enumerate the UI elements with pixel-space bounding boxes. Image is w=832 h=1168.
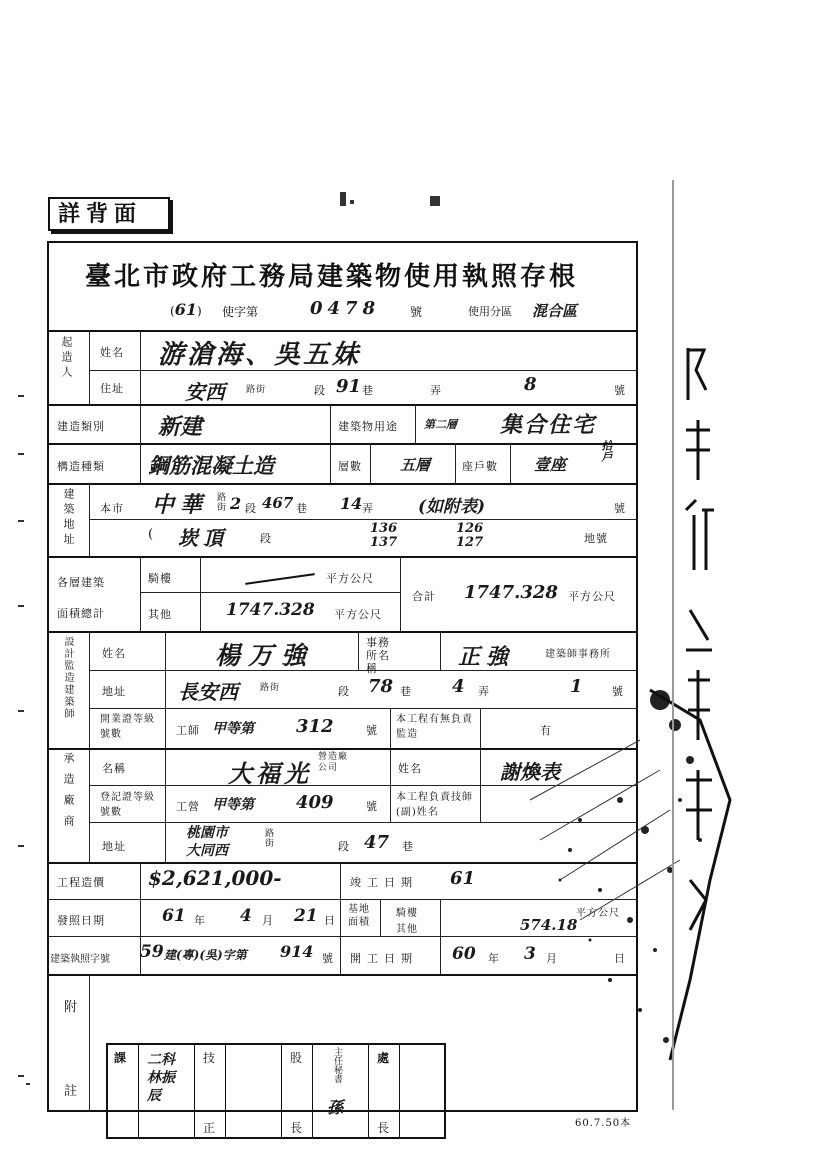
other-unit: 平方公尺 bbox=[334, 608, 382, 621]
contractor-tech-label: 本工程負責技師(副)姓名 bbox=[396, 792, 473, 818]
contractor-addr-road: 大同西 bbox=[186, 843, 228, 859]
structure-value: 鋼筋混凝土造 bbox=[148, 453, 274, 478]
issue-y: 年 bbox=[194, 914, 206, 927]
use-label: 建築物用途 bbox=[338, 420, 398, 433]
footer-code: 60.7.50本 bbox=[575, 1118, 632, 1129]
designer-cert-prefix: 工師 bbox=[176, 724, 200, 737]
site-area-label: 基地面積 bbox=[348, 904, 370, 928]
stamp-secretary-label: 主任秘書 bbox=[332, 1047, 342, 1083]
designer-addr-lane: 78 bbox=[368, 676, 394, 697]
stamp-tech-label-b: 正 bbox=[203, 1121, 216, 1135]
site-paren: ( bbox=[148, 527, 155, 542]
start-m: 月 bbox=[546, 952, 558, 965]
designer-name-label: 姓名 bbox=[102, 647, 126, 660]
notes-label-1: 附 bbox=[64, 1000, 79, 1015]
complete-label: 竣工日期 bbox=[350, 876, 418, 889]
stamp-director-label: 處 bbox=[377, 1051, 390, 1065]
contractor-cert-label: 登記證等級號數 bbox=[100, 792, 155, 818]
designer-office-suffix: 建築師事務所 bbox=[545, 649, 611, 660]
stamp-director-label-b: 長 bbox=[377, 1121, 390, 1135]
build-permit-suffix: 號 bbox=[322, 952, 334, 965]
start-month: 3 bbox=[524, 944, 536, 964]
owner-section-label: 起造人 bbox=[60, 336, 73, 381]
designer-addr-road: 長安西 bbox=[178, 680, 238, 704]
total-unit: 平方公尺 bbox=[568, 590, 616, 603]
stamp-section-label: 課 bbox=[114, 1051, 127, 1065]
designer-resp-value: 有 bbox=[540, 724, 552, 737]
designer-cert-grade: 甲等第 bbox=[212, 721, 254, 737]
site-lane-suffix: 巷 bbox=[296, 502, 308, 515]
contractor-cert-suffix: 號 bbox=[366, 800, 378, 813]
site-area-arcade: 騎樓 bbox=[396, 908, 418, 919]
contractor-addr-label: 地址 bbox=[102, 840, 126, 853]
start-y: 年 bbox=[488, 952, 500, 965]
stamp-unit-label: 股 bbox=[290, 1051, 303, 1065]
contractor-name-suffix: 營造廠公司 bbox=[318, 752, 349, 773]
site-area-other: 其他 bbox=[396, 924, 418, 935]
form-title: 臺北市政府工務局建築物使用執照存根 bbox=[85, 262, 579, 292]
owner-addr-road: 安西 bbox=[185, 380, 225, 404]
contractor-addr-city: 桃園市 bbox=[186, 825, 228, 841]
owner-addr-alley: 弄 bbox=[430, 384, 442, 397]
designer-name-value: 楊万強 bbox=[215, 641, 315, 670]
designer-addr-road-suffix: 路街 bbox=[260, 683, 281, 693]
stamp-unit-value: 孫 bbox=[327, 1098, 344, 1117]
owner-addr-seg: 段 bbox=[314, 384, 326, 397]
area-label-1: 各層建築 bbox=[57, 576, 105, 589]
start-year: 60 bbox=[452, 944, 476, 964]
designer-office-label: 事務所名稱 bbox=[366, 636, 390, 675]
contractor-name-label: 名稱 bbox=[102, 762, 126, 775]
site-lots: 136 137 bbox=[370, 521, 398, 550]
designer-addr-no-suffix: 號 bbox=[612, 685, 624, 698]
units-extra: 拾戶 bbox=[600, 440, 613, 462]
cost-value: $2,621,000- bbox=[148, 866, 282, 890]
total-value: 1747.328 bbox=[464, 582, 558, 603]
permit-number-line: (61) 使字第 0478 號 使用分區 混合區 bbox=[170, 298, 578, 320]
site-alley-suffix: 弄 bbox=[362, 502, 374, 515]
designer-cert-label: 開業證等級號數 bbox=[100, 714, 155, 740]
stamp-section-text: 二科 林振辰 bbox=[147, 1052, 175, 1104]
permit-number: 0478 bbox=[310, 298, 381, 319]
category-value: 新建 bbox=[158, 414, 203, 440]
use-value: 集合住宅 bbox=[500, 412, 597, 438]
zone-label: 使用分區 bbox=[468, 305, 512, 318]
owner-name-label: 姓名 bbox=[100, 346, 124, 359]
stamp-tech-label: 技 bbox=[203, 1051, 216, 1065]
use-value-small: 第二層 bbox=[424, 418, 457, 431]
issue-day: 21 bbox=[294, 906, 318, 926]
permit-year: 61 bbox=[174, 300, 197, 319]
designer-addr-label: 地址 bbox=[102, 685, 126, 698]
owner-addr-lane: 91 bbox=[336, 376, 362, 397]
zone-value: 混合區 bbox=[532, 302, 578, 320]
notes-label-2: 註 bbox=[64, 1084, 79, 1099]
contractor-cert-prefix: 工營 bbox=[176, 800, 200, 813]
permit-suffix: 號 bbox=[410, 305, 423, 319]
site-alley: 14 bbox=[340, 494, 363, 513]
floors-value: 五層 bbox=[400, 456, 431, 474]
site-area-unit: 平方公尺 bbox=[576, 908, 620, 919]
cost-label: 工程造價 bbox=[57, 876, 105, 889]
site-seg: 2 bbox=[230, 494, 242, 513]
contractor-addr-seg: 段 bbox=[338, 840, 350, 853]
designer-resp-label: 本工程有無負責監造 bbox=[396, 714, 473, 740]
contractor-addr-lane: 47 bbox=[364, 832, 390, 853]
contractor-section-label: 承造廠商 bbox=[62, 752, 75, 836]
site-road: 中華 bbox=[152, 492, 209, 518]
contractor-name-value: 大福光 bbox=[228, 759, 312, 788]
issue-d: 日 bbox=[324, 914, 336, 927]
floors-label: 層數 bbox=[338, 460, 362, 473]
owner-addr-label: 住址 bbox=[100, 382, 124, 395]
designer-addr-no: 1 bbox=[570, 676, 583, 697]
contractor-addr-road-suffix: 路街 bbox=[263, 828, 273, 848]
designer-addr-lane-suffix: 巷 bbox=[400, 685, 412, 698]
site-road-suffix: 路街 bbox=[215, 492, 225, 512]
designer-cert-suffix: 號 bbox=[366, 724, 378, 737]
contractor-cert-no: 409 bbox=[296, 792, 334, 813]
designer-addr-alley: 4 bbox=[452, 676, 465, 697]
site-lane: 467 bbox=[262, 494, 294, 512]
contractor-person-label: 姓名 bbox=[398, 762, 422, 775]
issue-label: 發照日期 bbox=[57, 914, 105, 927]
site-extra: (如附表) bbox=[418, 497, 486, 517]
contractor-addr-lane-suffix: 巷 bbox=[402, 840, 414, 853]
issue-year: 61 bbox=[162, 906, 186, 926]
build-permit-year: 59 bbox=[140, 942, 164, 962]
arcade-unit: 平方公尺 bbox=[326, 572, 374, 585]
owner-addr-no: 8 bbox=[524, 374, 537, 395]
site-dist-suffix: 段 bbox=[260, 532, 272, 545]
owner-addr-road-suffix: 路街 bbox=[246, 385, 267, 395]
site-dist: 崁頂 bbox=[178, 526, 228, 550]
designer-addr-alley-suffix: 弄 bbox=[478, 685, 490, 698]
issue-month: 4 bbox=[240, 906, 252, 926]
complete-value: 61 bbox=[450, 868, 476, 889]
contractor-cert-grade: 甲等第 bbox=[212, 797, 254, 813]
designer-section-label: 設計監造建築師 bbox=[62, 636, 73, 720]
build-permit-no: 914 bbox=[280, 942, 314, 961]
other-label: 其他 bbox=[148, 608, 172, 621]
category-label: 建造類別 bbox=[57, 420, 105, 433]
units-label: 座戶數 bbox=[462, 460, 498, 473]
start-d: 日 bbox=[614, 952, 626, 965]
site-seg-suffix: 段 bbox=[245, 502, 257, 515]
build-permit-label: 建築執照字號 bbox=[50, 954, 110, 965]
units-value: 壹座 bbox=[534, 455, 567, 474]
site-city: 本市 bbox=[100, 502, 124, 515]
owner-addr-no-suffix: 號 bbox=[614, 384, 626, 397]
issue-m: 月 bbox=[262, 914, 274, 927]
permit-type: 使字第 bbox=[222, 305, 259, 319]
site-no-suffix: 號 bbox=[614, 502, 626, 515]
site-section-label: 建築地址 bbox=[62, 488, 75, 548]
build-permit-mid: 建(專)(吳)字第 bbox=[164, 948, 247, 962]
designer-office-value: 正強 bbox=[458, 644, 515, 670]
arcade-label: 騎樓 bbox=[148, 572, 172, 585]
site-lots-suffix: 地號 bbox=[584, 532, 608, 545]
total-label: 合計 bbox=[412, 590, 436, 603]
contractor-person-value: 謝煥表 bbox=[500, 760, 560, 784]
start-label: 開工日期 bbox=[350, 952, 418, 965]
other-value: 1747.328 bbox=[226, 600, 315, 620]
site-area-value: 574.18 bbox=[520, 916, 578, 934]
stamp-unit-label-b: 長 bbox=[290, 1121, 303, 1135]
owner-name-value: 游滄海、吳五妹 bbox=[158, 340, 362, 370]
owner-addr-lane-suffix: 巷 bbox=[362, 384, 374, 397]
designer-addr-seg: 段 bbox=[338, 685, 350, 698]
structure-label: 構造種類 bbox=[57, 460, 105, 473]
site-lots2: 126 127 bbox=[456, 521, 484, 550]
area-label-2: 面積總計 bbox=[57, 607, 105, 620]
designer-cert-no: 312 bbox=[296, 716, 334, 737]
form-side-text: 詳背面 bbox=[58, 201, 143, 227]
